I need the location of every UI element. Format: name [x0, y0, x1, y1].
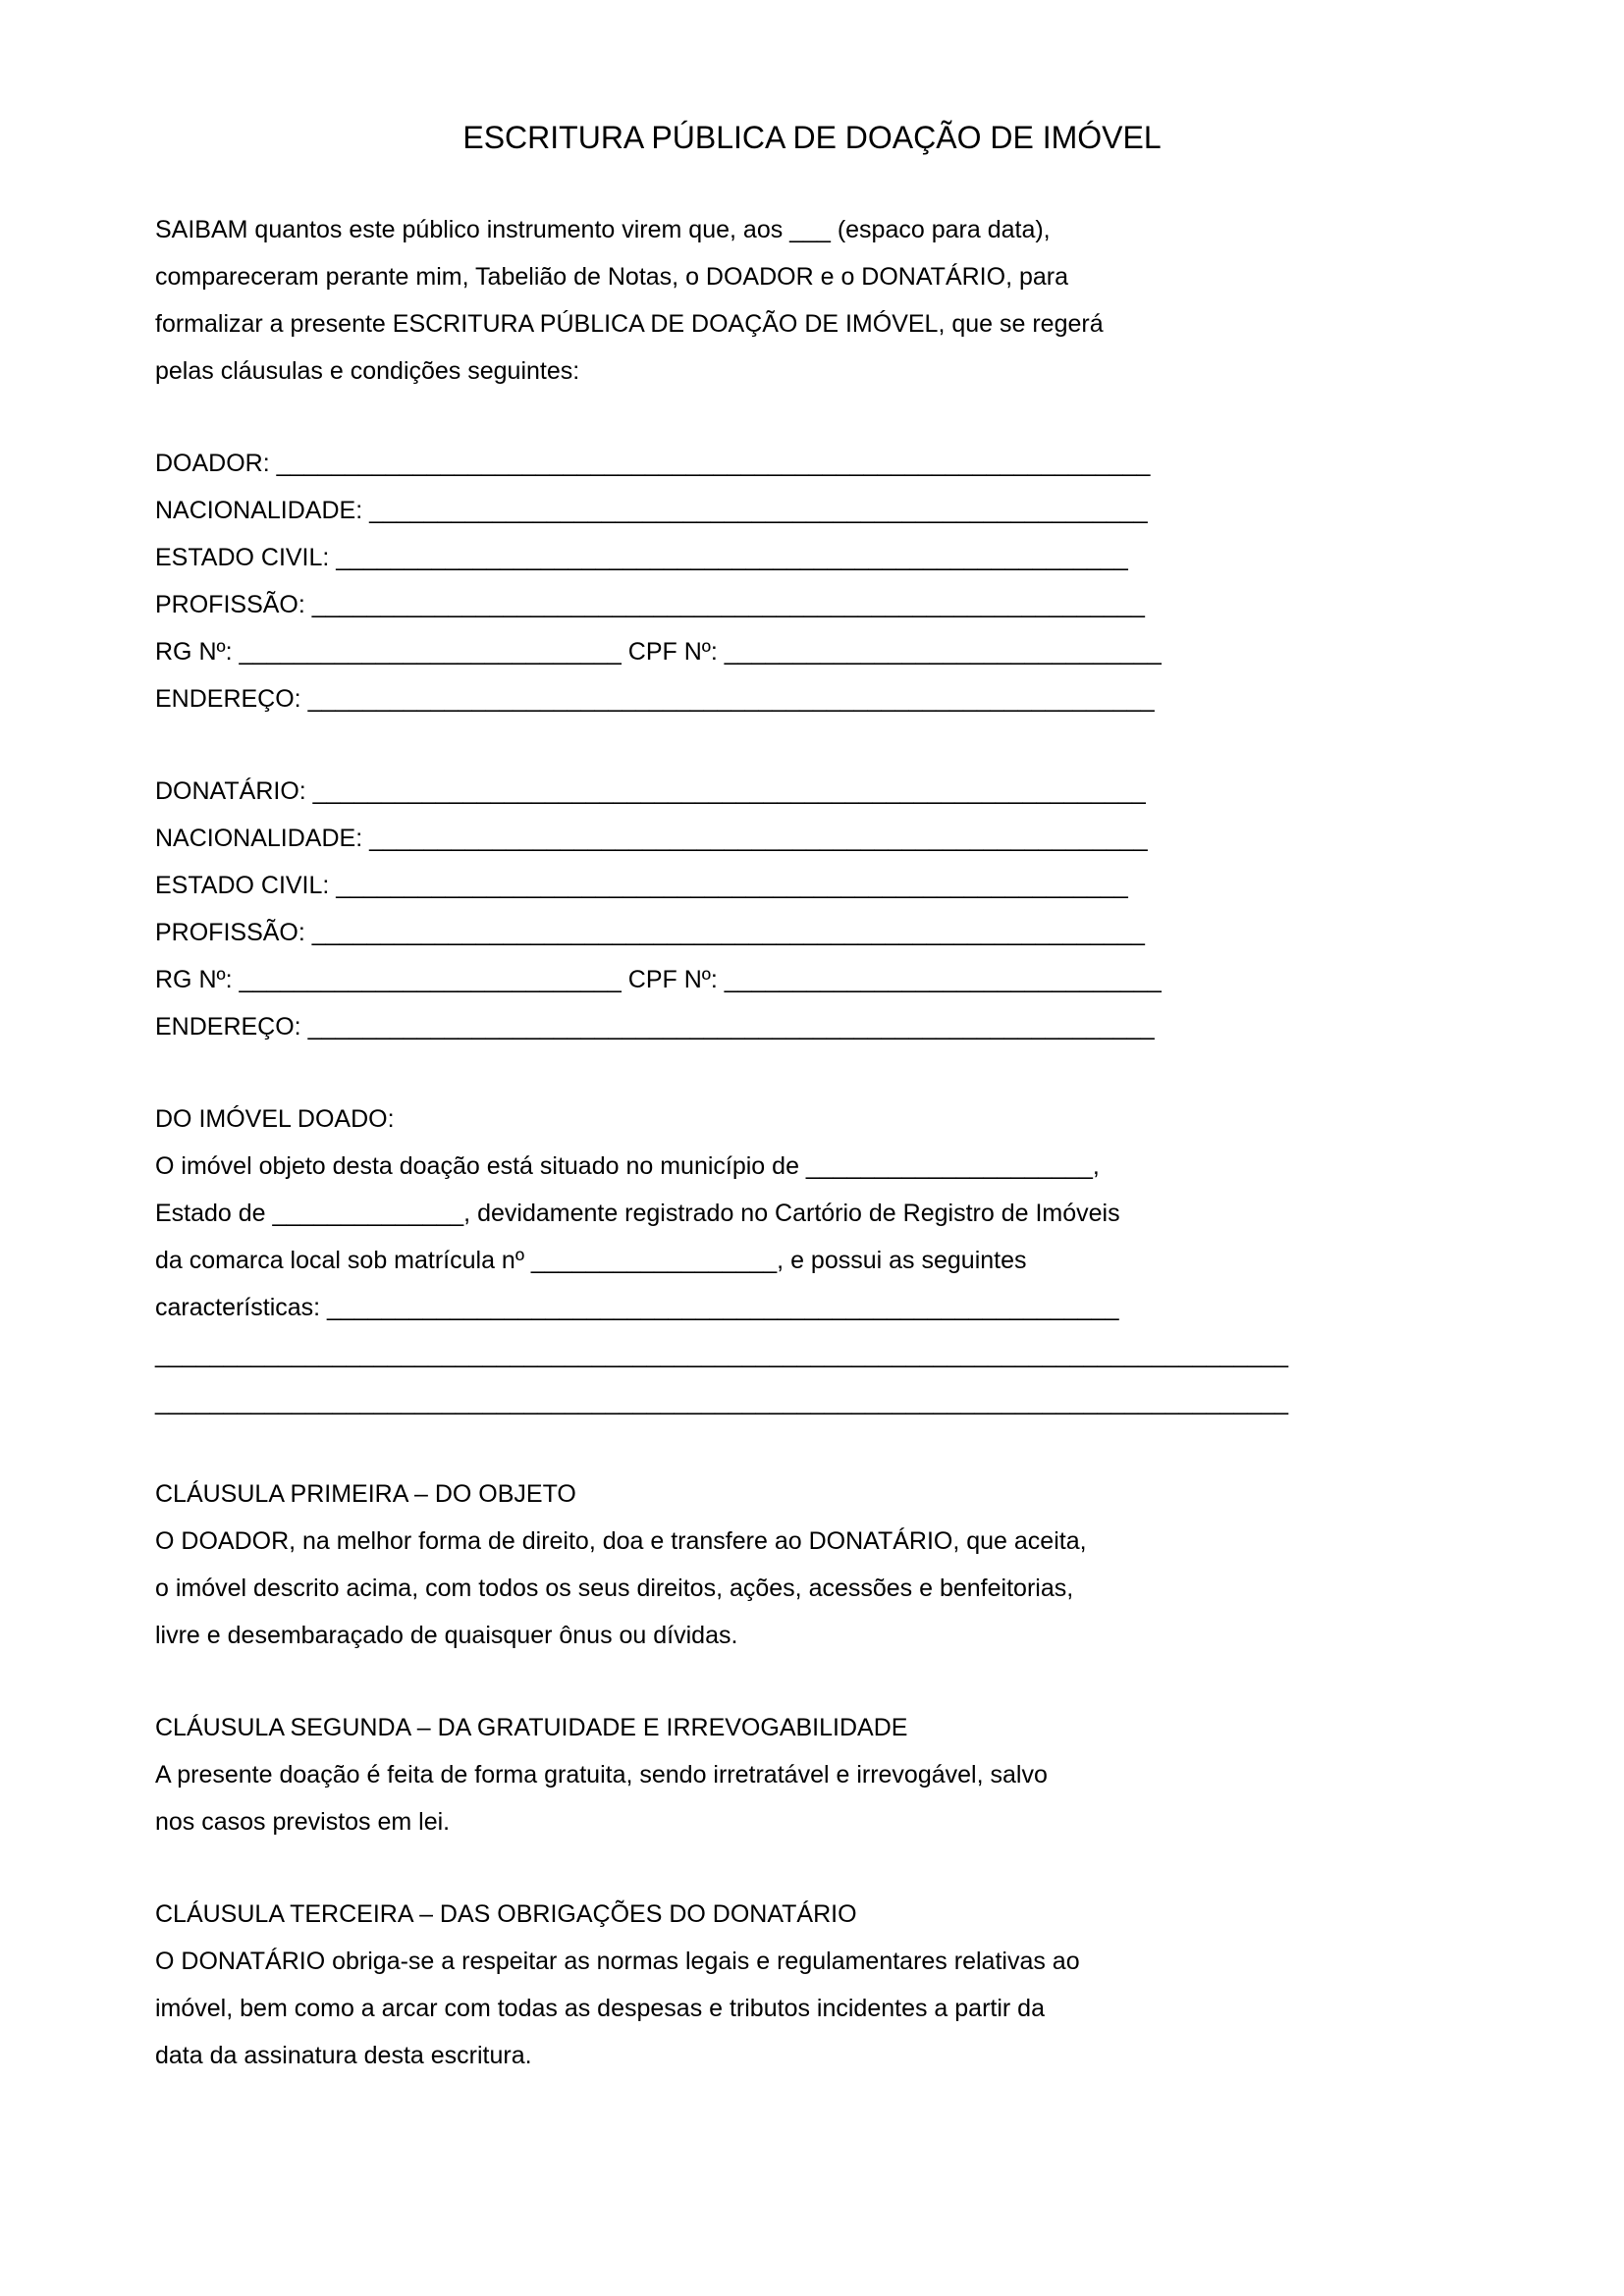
document-title: ESCRITURA PÚBLICA DE DOAÇÃO DE IMÓVEL: [462, 120, 1162, 155]
imovel-blank-line: ___________________________________________________________________________________: [155, 1388, 1289, 1415]
intro-line: SAIBAM quantos este público instrumento virem que, aos ___ (espaco para data),: [155, 216, 1051, 243]
clausula-primeira-body-line: O DOADOR, na melhor forma de direito, doa e transfere ao DONATÁRIO, que aceita,: [155, 1527, 1087, 1555]
doador-profissao-line: PROFISSÃO: _____________________________________________________________: [155, 591, 1145, 618]
donatario-name-line: DONATÁRIO: _____________________________________________________________: [155, 777, 1146, 805]
clausula-primeira-body-line: o imóvel descrito acima, com todos os seus direitos, ações, acessões e benfeitorias,: [155, 1575, 1074, 1602]
intro-line: formalizar a presente ESCRITURA PÚBLICA DE DOAÇÃO DE IMÓVEL, que se regerá: [155, 310, 1104, 338]
imovel-municipio-line: O imóvel objeto desta doação está situado no município de _____________________,: [155, 1152, 1100, 1180]
intro-line: compareceram perante mim, Tabelião de Notas, o DOADOR e o DONATÁRIO, para: [155, 263, 1068, 291]
clausula-terceira-body-line: O DONATÁRIO obriga-se a respeitar as normas legais e regulamentares relativas ao: [155, 1948, 1080, 1975]
imovel-matricula-line: da comarca local sob matrícula nº __________________, e possui as seguintes: [155, 1247, 1027, 1274]
doador-estado-civil-line: ESTADO CIVIL: __________________________________________________________: [155, 544, 1128, 571]
clausula-primeira-body-line: livre e desembaraçado de quaisquer ônus ou dívidas.: [155, 1622, 738, 1649]
clausula-segunda-section: [155, 1704, 1469, 1845]
clausula-segunda-body-line: nos casos previstos em lei.: [155, 1808, 451, 1836]
doador-endereco-line: ENDEREÇO: ______________________________________________________________: [155, 685, 1155, 713]
clausula-segunda-body-line: A presente doação é feita de forma gratuita, sendo irretratável e irrevogável, salvo: [155, 1761, 1048, 1789]
doador-rg-cpf-line: RG Nº: ____________________________ CPF Nº: ________________________________: [155, 638, 1162, 666]
donatario-section: [155, 768, 1469, 1050]
imovel-blank-line: ___________________________________________________________________________________: [155, 1341, 1289, 1368]
donatario-rg-cpf-line: RG Nº: ____________________________ CPF Nº: ________________________________: [155, 966, 1162, 993]
clausula-primeira-heading: CLÁUSULA PRIMEIRA – DO OBJETO: [155, 1480, 576, 1508]
intro-line: pelas cláusulas e condições seguintes:: [155, 357, 580, 385]
clausula-terceira-body-line: data da assinatura desta escritura.: [155, 2042, 532, 2069]
donatario-estado-civil-line: ESTADO CIVIL: __________________________________________________________: [155, 872, 1128, 899]
clausula-primeira-section: [155, 1470, 1469, 1659]
doador-nacionalidade-line: NACIONALIDADE: _________________________________________________________: [155, 497, 1148, 524]
clausula-terceira-section: [155, 1891, 1469, 2079]
imovel-estado-line: Estado de ______________, devidamente registrado no Cartório de Registro de Imóveis: [155, 1200, 1120, 1227]
clausula-segunda-heading: CLÁUSULA SEGUNDA – DA GRATUIDADE E IRREVOGABILIDADE: [155, 1714, 908, 1741]
donatario-profissao-line: PROFISSÃO: _____________________________________________________________: [155, 919, 1145, 946]
donatario-nacionalidade-line: NACIONALIDADE: _________________________________________________________: [155, 825, 1148, 852]
imovel-heading: DO IMÓVEL DOADO:: [155, 1105, 395, 1133]
imovel-caracteristicas-line: características: __________________________________________________________: [155, 1294, 1119, 1321]
doador-section: [155, 440, 1469, 722]
donatario-endereco-line: ENDEREÇO: ______________________________________________________________: [155, 1013, 1155, 1041]
imovel-section: [155, 1095, 1469, 1425]
doador-name-line: DOADOR: ________________________________________________________________: [155, 450, 1151, 477]
intro-paragraph: [155, 206, 1469, 395]
clausula-terceira-body-line: imóvel, bem como a arcar com todas as despesas e tributos incidentes a partir da: [155, 1995, 1045, 2022]
clausula-terceira-heading: CLÁUSULA TERCEIRA – DAS OBRIGAÇÕES DO DONATÁRIO: [155, 1900, 857, 1928]
